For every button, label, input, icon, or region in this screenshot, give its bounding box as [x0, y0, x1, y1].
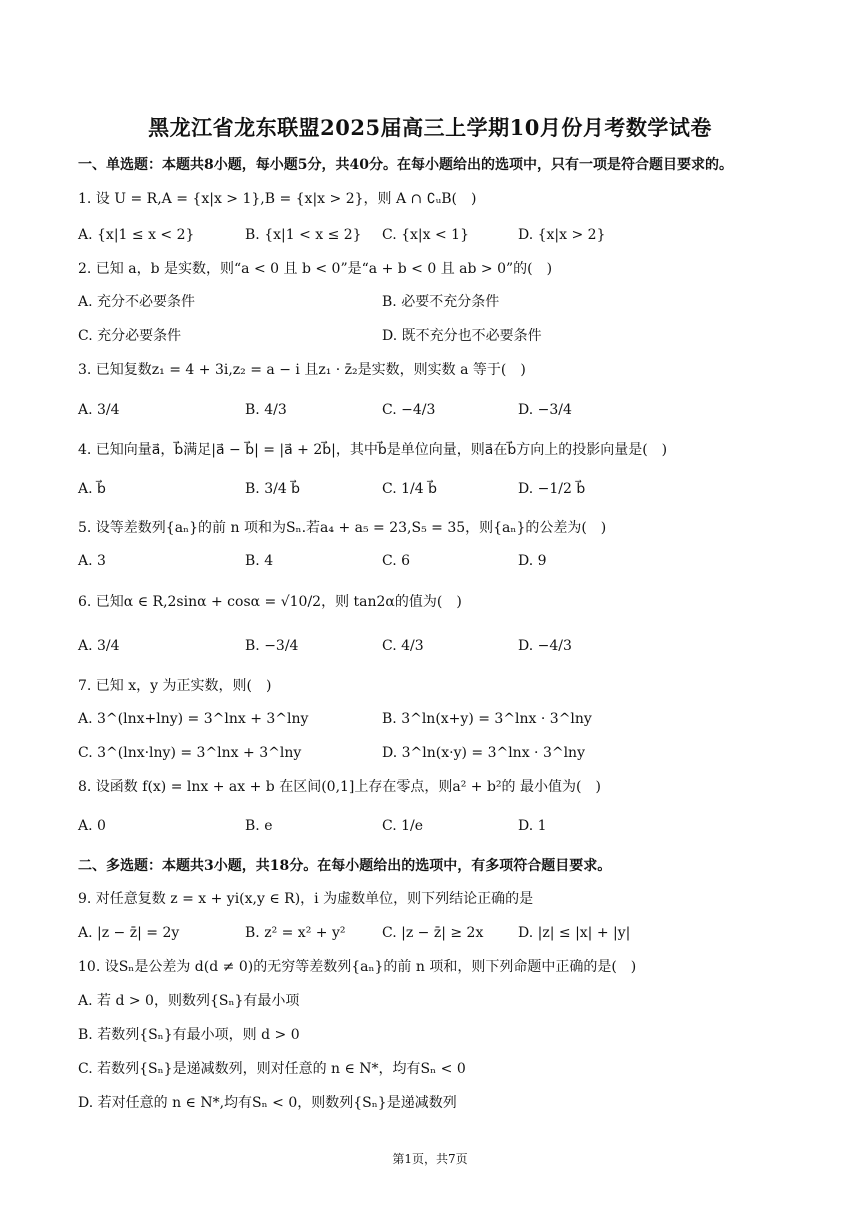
q7-option-b: B. 3^ln(x+y) = 3^lnx · 3^lny — [382, 711, 592, 727]
section-header-multiple-choice: 二、多选题：本题共3小题，共18分。在每小题给出的选项中，有多项符合题目要求。 — [78, 858, 612, 874]
question-3-stem: 3. 已知复数z₁ = 4 + 3i,z₂ = a − i 且z₁ · z̄₂是实数，则实数 a 等于( ) — [78, 362, 526, 378]
q6-option-c: C. 4/3 — [382, 638, 424, 654]
page-footer: 第1页，共7页 — [392, 1152, 468, 1166]
q2-option-b: B. 必要不充分条件 — [382, 294, 500, 310]
q7-option-a: A. 3^(lnx+lny) = 3^lnx + 3^lny — [78, 711, 309, 727]
q9-option-a: A. |z − z̄| = 2y — [78, 925, 180, 941]
q7-option-d: D. 3^ln(x·y) = 3^lnx · 3^lny — [382, 745, 585, 761]
question-10-stem: 10. 设Sₙ是公差为 d(d ≠ 0)的无穷等差数列{aₙ}的前 n 项和，则下列命题中正确的是( ) — [78, 959, 637, 975]
page-title: 黑龙江省龙东联盟2025届高三上学期10月份月考数学试卷 — [148, 115, 712, 140]
q9-option-d: D. |z| ≤ |x| + |y| — [518, 925, 631, 941]
q3-option-b: B. 4/3 — [245, 402, 287, 418]
q9-option-b: B. z² = x² + y² — [245, 925, 346, 941]
question-8-stem: 8. 设函数 f(x) = lnx + ax + b 在区间(0,1]上存在零点，则a² + b²的 最小值为( ) — [78, 779, 601, 795]
q10-option-d: D. 若对任意的 n ∈ N*,均有Sₙ < 0，则数列{Sₙ}是递减数列 — [78, 1095, 457, 1111]
q6-option-b: B. −3/4 — [245, 638, 299, 654]
question-7-stem: 7. 已知 x，y 为正实数，则( ) — [78, 678, 272, 694]
q9-option-c: C. |z − z̄| ≥ 2x — [382, 925, 484, 941]
q5-option-a: A. 3 — [78, 553, 106, 569]
q1-option-c: C. {x|x < 1} — [382, 227, 469, 243]
q4-option-a: A. b⃗ — [78, 481, 106, 497]
q3-option-a: A. 3/4 — [78, 402, 120, 418]
q2-option-c: C. 充分必要条件 — [78, 328, 182, 344]
q5-option-c: C. 6 — [382, 553, 411, 569]
q4-option-c: C. 1/4 b⃗ — [382, 481, 437, 497]
question-6-stem: 6. 已知α ∈ R,2sinα + cosα = √10/2，则 tan2α的值为( ) — [78, 594, 462, 610]
q4-option-b: B. 3/4 b⃗ — [245, 481, 301, 497]
q1-option-b: B. {x|1 < x ≤ 2} — [245, 227, 362, 243]
q8-option-b: B. e — [245, 818, 273, 834]
q5-option-b: B. 4 — [245, 553, 274, 569]
question-2-stem: 2. 已知 a，b 是实数，则“a < 0 且 b < 0”是“a + b < 0 且 ab > 0”的( ) — [78, 261, 553, 277]
q1-option-d: D. {x|x > 2} — [518, 227, 606, 243]
q1-option-a: A. {x|1 ≤ x < 2} — [78, 227, 195, 243]
q6-option-d: D. −4/3 — [518, 638, 572, 654]
q2-option-a: A. 充分不必要条件 — [78, 294, 196, 310]
section-header-single-choice: 一、单选题：本题共8小题，每小题5分，共40分。在每小题给出的选项中，只有一项是符合题目要求的。 — [78, 157, 733, 173]
question-1-stem: 1. 设 U = R,A = {x|x > 1},B = {x|x > 2}，则 A ∩ ∁ᵤB( ) — [78, 191, 477, 207]
q5-option-d: D. 9 — [518, 553, 547, 569]
q4-option-d: D. −1/2 b⃗ — [518, 481, 586, 497]
q10-option-b: B. 若数列{Sₙ}有最小项，则 d > 0 — [78, 1027, 300, 1043]
question-5-stem: 5. 设等差数列{aₙ}的前 n 项和为Sₙ.若a₄ + a₅ = 23,S₅ = 35，则{aₙ}的公差为( ) — [78, 520, 607, 536]
q3-option-c: C. −4/3 — [382, 402, 436, 418]
q8-option-a: A. 0 — [78, 818, 106, 834]
q10-option-c: C. 若数列{Sₙ}是递减数列，则对任意的 n ∈ N*，均有Sₙ < 0 — [78, 1061, 466, 1077]
q3-option-d: D. −3/4 — [518, 402, 572, 418]
question-9-stem: 9. 对任意复数 z = x + yi(x,y ∈ R)，i 为虚数单位，则下列结论正确的是 — [78, 891, 534, 907]
question-4-stem: 4. 已知向量a⃗，b⃗满足|a⃗ − b⃗| = |a⃗ + 2b⃗|，其中b⃗是单位向量，则a⃗在b⃗方向上的投影向量是( ) — [78, 442, 668, 458]
q8-option-c: C. 1/e — [382, 818, 424, 834]
q10-option-a: A. 若 d > 0，则数列{Sₙ}有最小项 — [78, 993, 300, 1009]
q7-option-c: C. 3^(lnx·lny) = 3^lnx + 3^lny — [78, 745, 302, 761]
q6-option-a: A. 3/4 — [78, 638, 120, 654]
q8-option-d: D. 1 — [518, 818, 547, 834]
q2-option-d: D. 既不充分也不必要条件 — [382, 328, 542, 344]
